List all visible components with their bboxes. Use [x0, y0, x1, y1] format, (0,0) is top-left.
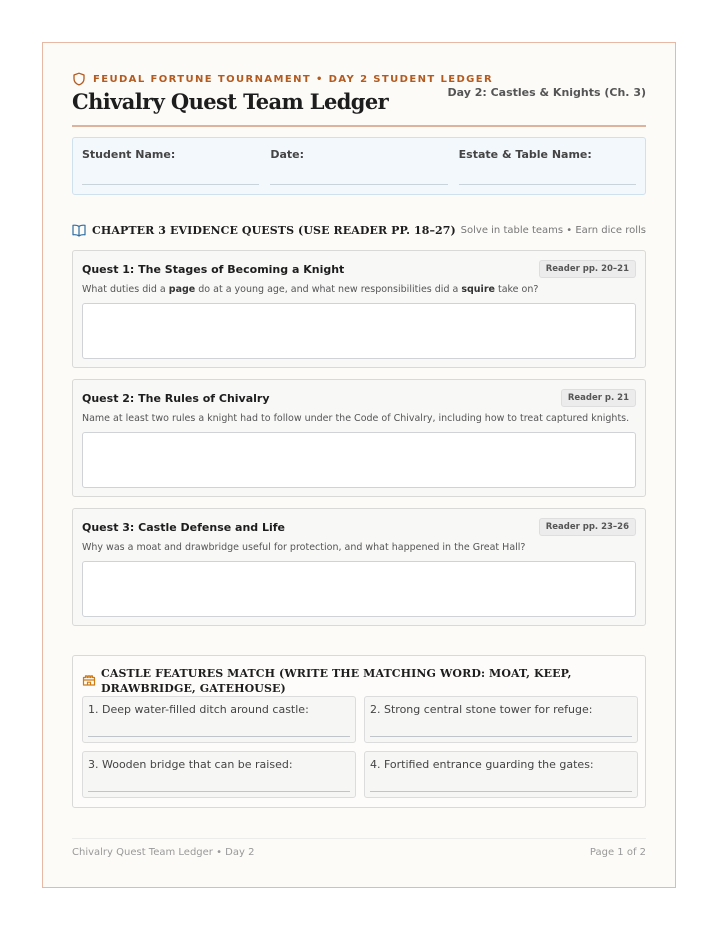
quest-answer-box[interactable] — [82, 432, 636, 488]
quest-title: Quest 3: Castle Defense and Life — [82, 521, 286, 534]
open-book-icon — [72, 224, 86, 237]
castle-icon — [82, 673, 96, 686]
student-name-line[interactable] — [82, 184, 259, 185]
match-item-1 — [82, 696, 356, 743]
quest-prompt: Why was a moat and drawbridge useful for protection, and what happened in the Great Hall? — [82, 542, 526, 553]
evidence-section-title: CHAPTER 3 EVIDENCE QUESTS (USE READER PP. 18–27) — [92, 224, 456, 237]
term-page: page — [168, 284, 196, 295]
date-label: Date: — [270, 148, 304, 161]
page-number: Page 1 of 2 — [589, 847, 646, 858]
ledger-sheet — [42, 42, 676, 888]
student-name-field[interactable] — [82, 138, 259, 194]
quest-answer-box[interactable] — [82, 561, 636, 617]
match-answer-line[interactable] — [370, 791, 632, 792]
match-item-4 — [364, 751, 638, 798]
quest-card-2 — [72, 379, 646, 497]
evidence-section-note: Solve in table teams • Earn dice rolls — [460, 225, 646, 236]
tournament-eyebrow — [72, 72, 493, 86]
quest-card-3 — [72, 508, 646, 626]
footer-title: Chivalry Quest Team Ledger • Day 2 — [72, 847, 255, 858]
match-answer-line[interactable] — [88, 791, 350, 792]
date-line[interactable] — [270, 184, 447, 185]
evidence-section-header — [72, 223, 646, 241]
castle-features-match — [72, 655, 646, 808]
match-answer-line[interactable] — [88, 736, 350, 737]
quest-prompt: Name at least two rules a knight had to follow under the Code of Chivalry, including how to treat captured knights. — [82, 413, 630, 424]
shield-icon — [72, 72, 86, 86]
quest-answer-box[interactable] — [82, 303, 636, 359]
footer-divider — [72, 838, 646, 839]
student-info-panel — [72, 137, 646, 195]
estate-table-field[interactable] — [459, 138, 636, 194]
day-info: Day 2: Castles & Knights (Ch. 3) — [447, 86, 646, 99]
quest-title: Quest 2: The Rules of Chivalry — [82, 392, 270, 405]
header-divider — [72, 125, 646, 127]
match-item-2 — [364, 696, 638, 743]
match-item-label: 4. Fortified entrance guarding the gates: — [370, 758, 594, 771]
match-item-label: 2. Strong central stone tower for refuge: — [370, 703, 593, 716]
quest-card-1 — [72, 250, 646, 368]
reader-reference-badge: Reader pp. 23–26 — [539, 518, 636, 536]
eyebrow-text: FEUDAL FORTUNE TOURNAMENT • DAY 2 STUDENT LEDGER — [93, 73, 494, 85]
match-section-title: CASTLE FEATURES MATCH (WRITE THE MATCHING WORD: MOAT, KEEP, DRAWBRIDGE, GATEHOUSE) — [101, 667, 572, 695]
estate-table-line[interactable] — [459, 184, 636, 185]
date-field[interactable] — [270, 138, 447, 194]
match-item-3 — [82, 751, 356, 798]
match-item-label: 1. Deep water-filled ditch around castle: — [88, 703, 309, 716]
quest-prompt: What duties did a page do at a young age, and what new responsibilities did a squire take on? — [82, 284, 539, 295]
reader-reference-badge: Reader p. 21 — [561, 389, 636, 407]
reader-reference-badge: Reader pp. 20–21 — [539, 260, 636, 278]
page-title: Chivalry Quest Team Ledger — [72, 89, 389, 114]
match-answer-line[interactable] — [370, 736, 632, 737]
estate-table-label: Estate & Table Name: — [458, 148, 592, 161]
match-item-label: 3. Wooden bridge that can be raised: — [88, 758, 293, 771]
quest-title: Quest 1: The Stages of Becoming a Knight — [82, 263, 345, 276]
term-squire: squire — [461, 284, 495, 295]
student-name-label: Student Name: — [82, 148, 176, 161]
